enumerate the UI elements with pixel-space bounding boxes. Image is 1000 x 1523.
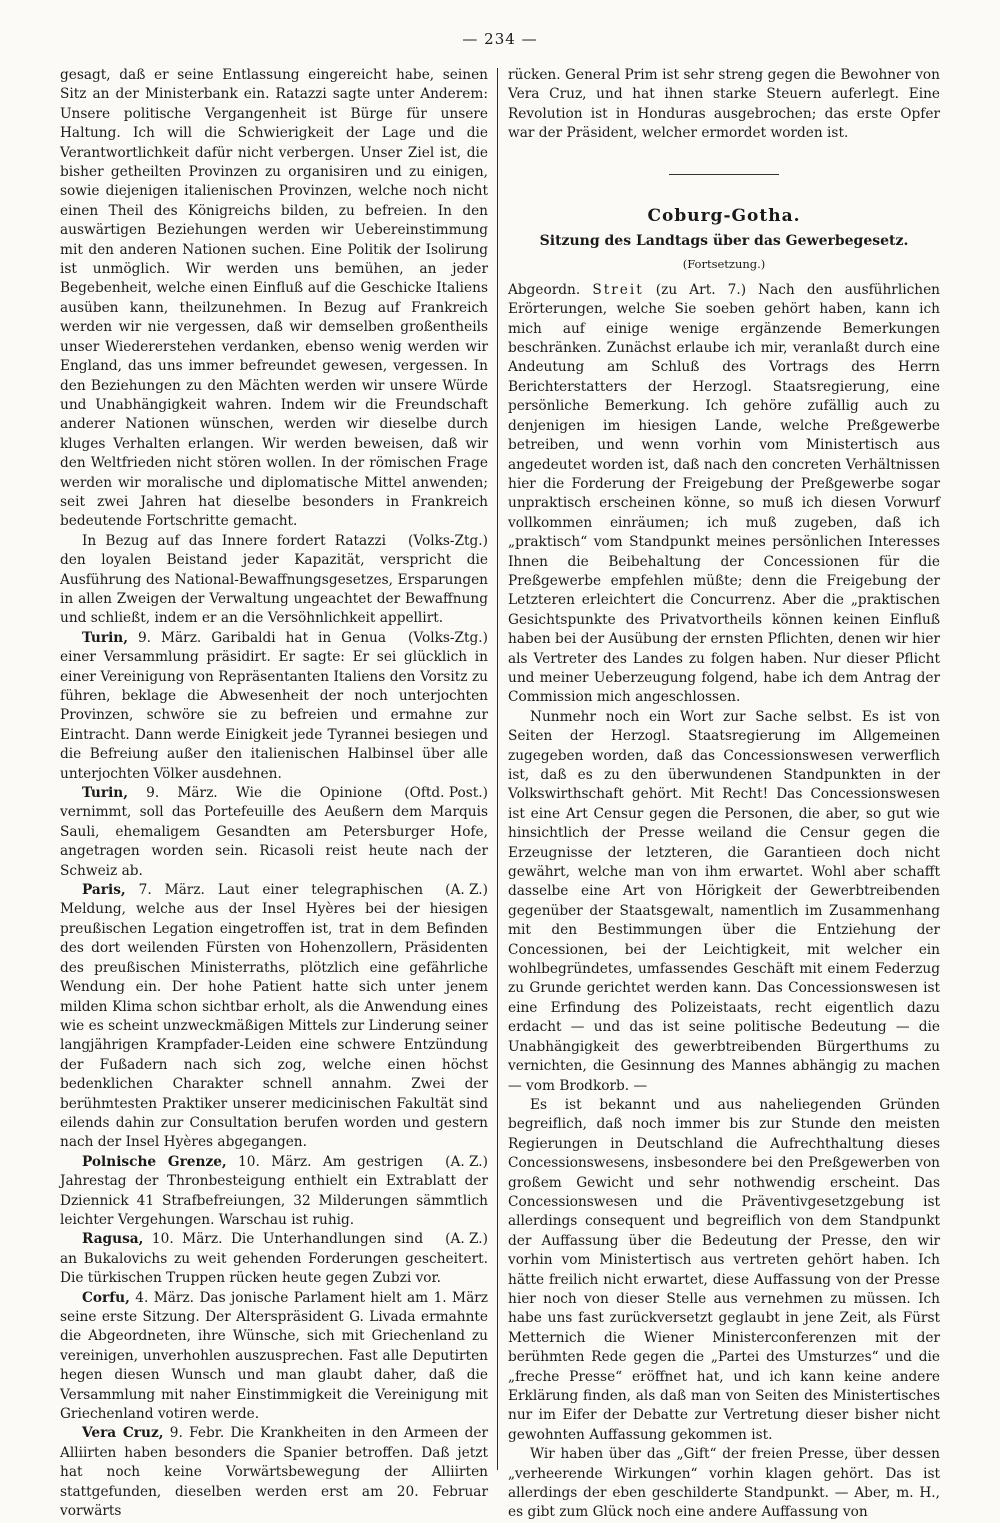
source-citation: (A. Z.) [445, 1231, 488, 1248]
paragraph-text: 4. März. Das jonische Parlament hielt am 1. März seine erste Sitzung. Der Alterspräsident G. Livada ermahnte die Abgeordneten, ihre Wünsche, sich mit Griechenland zu vereinigen, unverhohlen auszusprechen. Fast alle Deputirten hegen diesen Wunsch und man glaubt daher, daß die Versammlung mit naher Einstimmigkeit die Vereinigung mit Griechenland votiren werde. [60, 1289, 488, 1423]
left-column [60, 66, 488, 1520]
paragraph-text: (zu Art. 7.) Nach den ausführlichen Erörterungen, welche Sie soeben gehört haben, kann ich mich auf einige wenige ergänzende Bemerkungen beschränken. Zunächst erlaube ich mir, veranlaßt durch eine Andeutung am Schluß des Vortrags des Herrn Berichterstatters der Herzogl. Staatsregierung, eine persönliche Bemerkung. Ich gehöre zufällig auch zu denjenigen im hiesigen Lande, welche Preßgewerbe betreiben, und wenn vorhin vom Ministertisch aus angedeutet worden ist, daß nach den concreten Verhältnissen hier die Forderung der Freigebung der Preßgewerbe sogar unpraktisch erscheinen könne, so muß ich diesen Vorwurf vollkommen einräumen; ich muß zugeben, daß ich „praktisch“ vom Standpunkt meines persönlichen Interesses Ihnen die Beibehaltung der Concessionen für die Preßgewerbe empfehlen müßte; denn die Freigebung der Letzteren erleichtert die Concurrenz. Aber die „praktischen Gesichtspunkte des Privatvortheils können keinen Einfluß haben bei der Ausübung der ernsten Pflichten, denen wir hier als Vertreter des Landes zu folgen haben. Nur dieser Pflicht und meiner Ueberzeugung folgend, habe ich dem Antrag der Commission mich angeschlossen. [508, 281, 940, 706]
article-title: Sitzung des Landtags über das Gewerbegesetz. [539, 233, 909, 250]
paragraph [60, 532, 488, 629]
paragraph-text: Es ist bekannt und aus naheliegenden Gründen begreiflich, daß noch immer bis zur Stunde den meisten Regierungen in Deutschland die Aufrechthaltung dieses Concessionswesens, insbesondere bei den Preßgewerben von großem Gewicht und sehr nothwendig erscheint. Das Concessionswesen und die Präventivgesetzgebung ist allerdings consequent und begreiflich von dem Standpunkt der Auffassung über die Bedeutung der Presse, den wir vorhin vom Ministertisch aus vertreten gehört haben. Ich hätte freilich nicht erwartet, diese Auffassung von der Presse hier noch von dieser Stelle aus vernehmen zu müssen. Ich habe uns fast zurückversetzt geglaubt in jene Zeit, als Fürst Metternich die Wiener Ministerconferenzen mit der berühmten Rede gegen die „Partei des Umsturzes“ und die „freche Presse“ eröffnet hat, und ich kann keine andere Erklärung finden, als daß man von Seiten des Ministertisches nur im Eifer der Debatte zur Vertretung dieser bisher nicht gewohnten Auffassung gekommen ist. [508, 1096, 940, 1443]
paragraph-text: 9. März. Wie die Opinione vernimmt, soll das Portefeuille des Aeußern dem Marquis Sauli, ehemaligem Gesandten am Petersburger Hofe, angetragen worden sein. Ricasoli reist heute nach der Schweiz ab. [60, 785, 488, 879]
dateline: Polnische Grenze, [82, 1153, 227, 1170]
paragraph-text: 10. März. Am gestrigen Jahrestag der Thronbesteigung enthielt ein Extrablatt der Dziennick 41 Strafbefreiungen, 32 Milderungen sämmtlich leichter Vergehungen. Warschau ist ruhig. [60, 1153, 488, 1228]
paragraph-text: Wir haben über das „Gift“ der freien Presse, über dessen „verheerende Wirkungen“ vorhin klagen gehört. Das ist allerdings der eben geschilderte Standpunkt. — Aber, m. H., es gibt zum Glück noch eine andere Auffassung von [508, 1446, 940, 1521]
article-body [508, 281, 940, 1523]
vera-cruz-continuation: rücken. General Prim ist sehr streng gegen die Bewohner von Vera Cruz, und hat ihnen starke Steuern auferlegt. Eine Revolution ist in Honduras ausgebrochen; das erste Opfer war der Präsident, welcher ermordet worden ist. [508, 67, 940, 142]
continuation-note: (Fortsetzung.) [682, 257, 766, 272]
dateline: Turin, [82, 785, 129, 802]
paragraph [60, 784, 488, 881]
paragraph [508, 1445, 940, 1523]
source-citation: (Volks-Ztg.) [408, 532, 488, 549]
dateline: Ragusa, [82, 1231, 144, 1248]
dateline: Vera Cruz, [82, 1425, 164, 1442]
paragraph-text: 9. Febr. Die Krankheiten in den Armeen der Alliirten haben besonders die Spanier betroffen. Daß jetzt hat noch keine Vorwärtsbewegung der Alliirten stattgefunden, dieselben werden erst am 20. Februar vorwärts [60, 1425, 488, 1520]
source-citation: (Volks-Ztg.) [408, 629, 488, 646]
paragraph [60, 1153, 488, 1231]
paragraph [60, 1289, 488, 1425]
section-separator [669, 174, 779, 175]
paragraph [508, 1096, 940, 1445]
paragraph-text: 7. März. Laut einer telegraphischen Meldung, welche aus der Insel Hyères bei der hiesigen preußischen Legation eingetroffen ist, trat in dem Befinden des dort weilenden Fürsten von Hohenzollern, Präsidenten des preußischen Ministerraths, plötzlich eine gefährliche Wendung ein. Der hohe Patient hatte sich unter jenem milden Klima schon sichtbar erholt, als die Anwendung eines wie es scheint unzweckmäßigen Mittels zur Linderung seiner langjährigen Krampfader-Leiden eine schwere Entzündung der Fußadern nach sich zog, welche einen höchst bedenklichen Charakter schnell annahm. Zwei der berühmtesten Praktiker unserer medicinischen Fakultät sind eilends dahin zur Consultation berufen worden und gestern nach der Insel Hyères abgegangen. [60, 882, 488, 1151]
column-divider [497, 68, 498, 1470]
paragraph-text: Nunmehr noch ein Wort zur Sache selbst. Es ist von Seiten der Herzogl. Staatsregierung im Allgemeinen zugegeben worden, daß das Concessionswesen verwerflich ist, daß es zu den überwundenen Standpunkten in der Volkswirthschaft gehört. Mit Recht! Das Concessionswesen ist eine Art Censur gegen die Personen, die aber, so gut wie hinsichtlich der Presse weiland die Censur gegen die Erzeugnisse der letzteren, die Garantieen doch nicht gewährt, welche man von ihm erwartet. Wohl aber schafft dasselbe eine Art von Hörigkeit der Gewerbtreibenden gegenüber der Staatsgewalt, namentlich im Zusammenhang mit den Bestimmungen über die Entziehung der Concessionen, bei der Leichtigkeit, mit welcher ein wohlbegründetes, umfassendes Geschäft mit einem Federzug zu Grunde gerichtet werden kann. Das Concessionswesen ist eine Erfindung des Polizeistaats, recht eigentlich dazu erdacht — und das ist seine politische Bedeutung — die Unabhängigkeit des gewerbtreibenden Bürgerthums zu vernichten, die Gesinnung des Mannes abhängig zu machen — vom Brodkorb. — [508, 708, 940, 1094]
dateline: Corfu, [82, 1289, 130, 1306]
paragraph-text: gesagt, daß er seine Entlassung eingereicht habe, seinen Sitz an der Ministerbank ein. Ratazzi sagte unter Anderem: Unsere politische Vergangenheit ist Bürge für unsere Haltung. Ich will die Schwierigkeit der Lage und die Verantwortlichkeit dafür nicht verbergen. Unser Ziel ist, die bisher getheilten Provinzen zu organisiren und zu einigen, sowie diejenigen italienischen Provinzen, welche noch nicht einen Theil des Königreichs bilden, zu befreien. In den auswärtigen Beziehungen werden wir Uebereinstimmung mit den anderen Nationen suchen. Eine Politik der Isolirung ist unmöglich. Wir werden uns bemühen, an jeder Begebenheit, welche einen Einfluß auf die Geschicke Italiens ausüben kann, theilzunehmen. In Bezug auf Frankreich werden wir nie vergessen, daß wir demselben großentheils unser Wiedererstehen verdanken, ebenso wenig werden wir England, das uns immer befreundet gewesen, vergessen. In den Beziehungen zu den Mächten werden wir unsere Würde und Unabhängigkeit wahren. Indem wir die Freundschaft anderer Nationen wünschen, werden wir dieselbe durch kluges Verhalten erlangen. Wir werden beweisen, daß wir den Weltfrieden nicht stören wollen. In der römischen Frage werden wir moralische und diplomatische Mittel anwenden; seit zwei Jahren hat dieselbe besonders in Frankreich bedeutende Fortschritte gemacht. [60, 67, 488, 530]
paragraph-text: 9. März. Garibaldi hat in Genua einer Versammlung präsidirt. Er sagte: Er sei glücklich in einer Vereinigung von Repräsentanten Italiens den Vorsitz zu führen, beklage die Abwesenheit der noch unterjochten Provinzen, schwöre sie zu befreien und ermahne zur Eintracht. Dann werde Einigkeit jede Tyrannei besiegen und die Befreiung außer den italienischen Halbinsel über alle unterjochten Völker ausdehnen. [60, 629, 488, 782]
source-citation: (A. Z.) [445, 882, 488, 899]
paragraph [508, 708, 940, 1096]
paragraph [60, 1424, 488, 1521]
source-citation: (Oftd. Post.) [404, 785, 488, 802]
paragraph [508, 281, 940, 708]
paragraph [60, 629, 488, 784]
page-number: — 234 — [462, 30, 538, 48]
paragraph [60, 881, 488, 1153]
source-citation: (A. Z.) [445, 1153, 488, 1170]
dateline: Paris, [82, 882, 126, 899]
section-heading: Coburg-Gotha. [647, 205, 801, 226]
paragraph-text: In Bezug auf das Innere fordert Ratazzi den loyalen Beistand jeder Kapazität, verspricht die Ausführung des National-Bewaffnungsgesetzes, Ersparungen in allen Zweigen der Verwaltung ungeachtet der Bewaffnung und schließt, indem er an die Versöhnlichkeit appellirt. [60, 532, 488, 627]
speaker-prefix: Abgeordn. [508, 281, 593, 298]
paragraph [60, 66, 488, 532]
paragraph-text: 10. März. Die Unterhandlungen sind an Bukalovichs zu weit gehenden Forderungen gescheitert. Die türkischen Truppen rücken heute gegen Zubzi vor. [60, 1231, 488, 1287]
paragraph [60, 1230, 488, 1288]
speaker-name: Streit [592, 281, 644, 298]
dateline: Turin, [82, 629, 129, 646]
right-column [508, 66, 940, 1521]
